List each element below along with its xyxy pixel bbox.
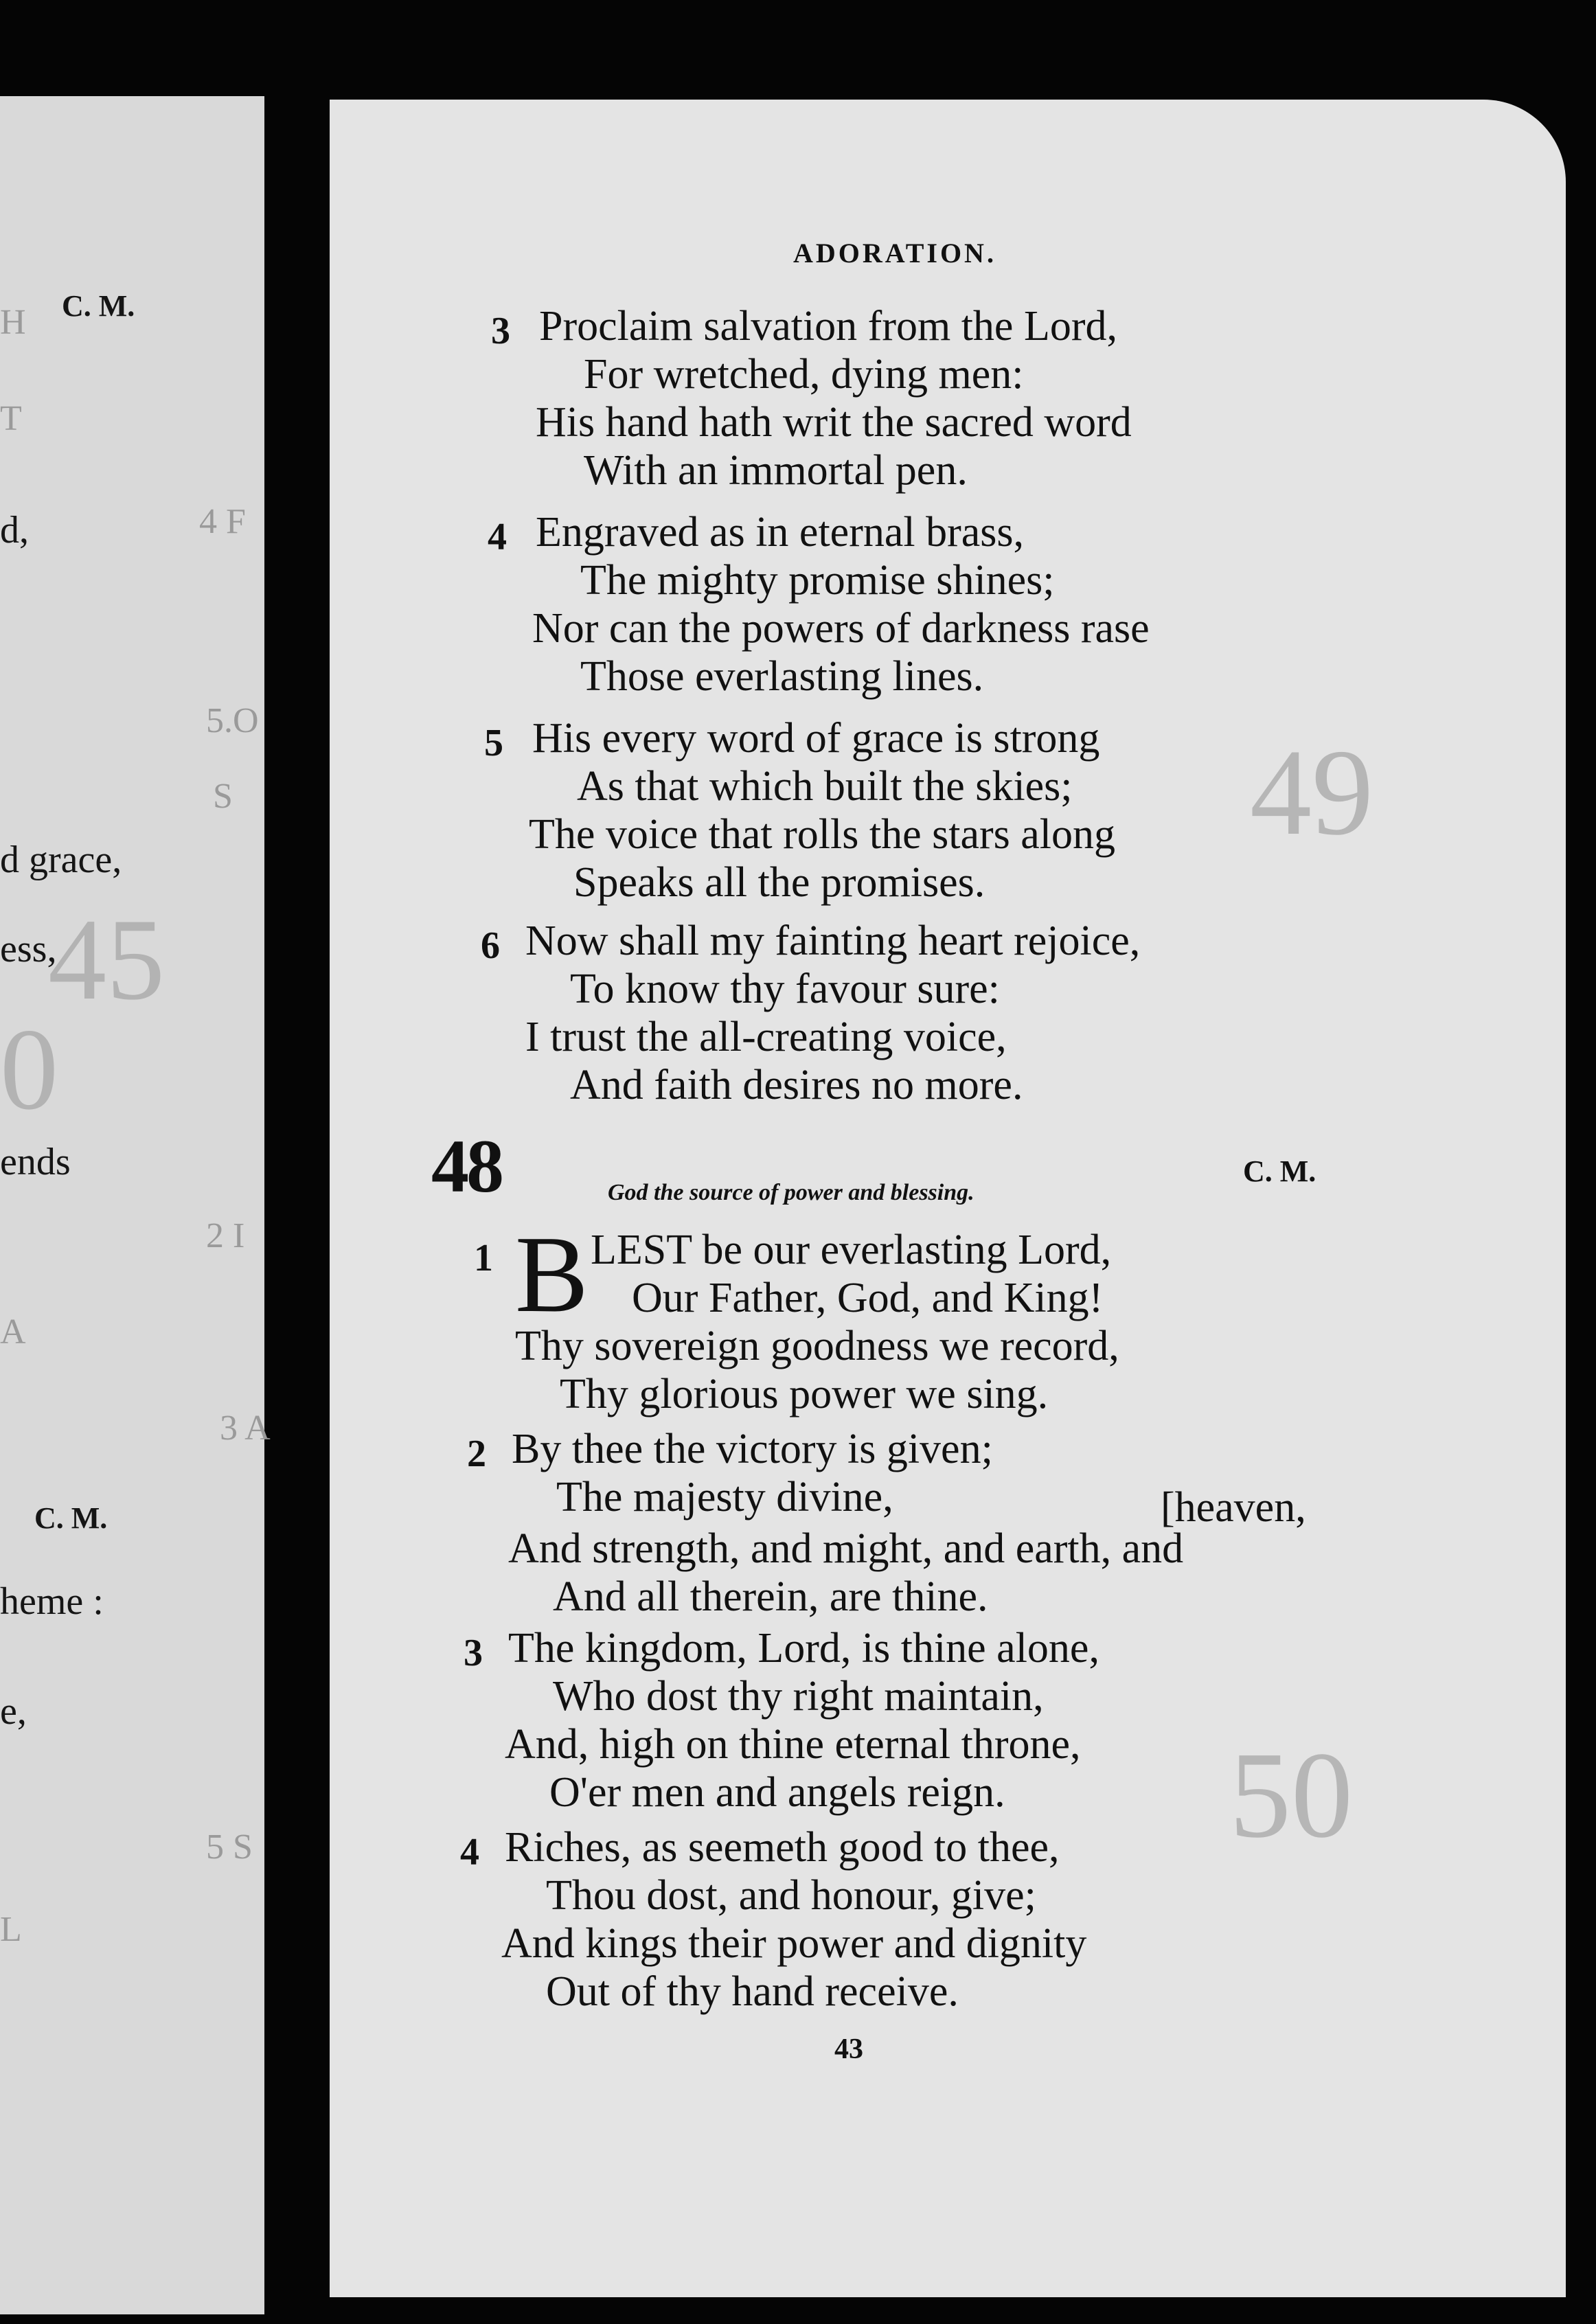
verse-line: His hand hath writ the sacred word <box>536 399 1132 446</box>
verse-number: 5 <box>484 722 503 764</box>
bleed-through-number: 50 <box>1229 1727 1353 1863</box>
left-ghost-fragment: 5 S <box>206 1827 253 1867</box>
verse-line: Thy glorious power we sing. <box>560 1371 1049 1417</box>
left-meter-top: C. M. <box>62 289 135 323</box>
verse-line: With an immortal pen. <box>584 447 968 494</box>
left-meter-bottom: C. M. <box>34 1501 108 1535</box>
left-text-fragment: d, <box>0 509 29 551</box>
verse-line: By thee the victory is given; <box>512 1426 993 1472</box>
verse-line: And kings their power and dignity <box>501 1920 1087 1967</box>
verse-line: Those everlasting lines. <box>580 653 984 700</box>
verse-line: The mighty promise shines; <box>580 557 1055 604</box>
verse-line: Our Father, God, and King! <box>632 1275 1104 1321</box>
verse-line: As that which built the skies; <box>577 763 1073 810</box>
verse-line: The majesty divine, <box>556 1474 893 1520</box>
verse-line: Out of thy hand receive. <box>546 1968 959 2015</box>
verse-number: 1 <box>474 1237 493 1279</box>
verse-number: 4 <box>460 1831 479 1873</box>
verse-number: 3 <box>491 310 510 352</box>
verse-line: Proclaim salvation from the Lord, <box>539 303 1117 350</box>
verse-number: 2 <box>467 1433 486 1475</box>
verse-line: And strength, and might, and earth, and <box>508 1525 1184 1572</box>
verse-number: 4 <box>488 516 507 558</box>
left-ghost-fragment: S <box>213 777 233 816</box>
running-head: ADORATION. <box>793 238 996 269</box>
verse-line: I trust the all-creating voice, <box>525 1014 1007 1060</box>
verse-line: To know thy favour sure: <box>570 966 1000 1012</box>
verse-line: Engraved as in eternal brass, <box>536 509 1025 556</box>
left-ghost-fragment: A <box>0 1312 26 1352</box>
left-text-fragment: heme : <box>0 1580 104 1623</box>
verse-line: His every word of grace is strong <box>532 715 1100 762</box>
left-ghost-fragment: 3 A <box>220 1409 271 1448</box>
hymn-subtitle: God the source of power and blessing. <box>608 1180 974 1205</box>
left-text-fragment: e, <box>0 1690 27 1733</box>
verse-line: Who dost thy right maintain, <box>553 1673 1044 1720</box>
verse-line: And all therein, are thine. <box>553 1573 988 1620</box>
left-ghost-fragment: 2 I <box>206 1216 245 1255</box>
left-ghost-fragment: 5.O <box>206 701 259 740</box>
left-ghost-fragment: T <box>0 399 22 438</box>
left-ghost-fragment: L <box>0 1910 22 1949</box>
verse-line: Riches, as seemeth good to thee, <box>505 1824 1060 1871</box>
verse-line: Speaks all the promises. <box>573 859 985 906</box>
bleed-through-number: 49 <box>1250 724 1373 861</box>
verse-line: LEST be our everlasting Lord, <box>591 1227 1112 1273</box>
verse-line: Thou dost, and honour, give; <box>546 1872 1036 1919</box>
verse-line: Nor can the powers of darkness rase <box>532 605 1150 652</box>
verse-line: The kingdom, Lord, is thine alone, <box>508 1625 1099 1672</box>
left-page-fragment <box>0 96 271 2314</box>
verse-number: 6 <box>481 924 500 967</box>
book-spine <box>299 96 330 2218</box>
verse-line: O'er men and angels reign. <box>549 1769 1005 1816</box>
left-text-fragment: ends <box>0 1141 71 1183</box>
left-ghost-number: 45 <box>48 895 165 1024</box>
verse-line-turnover: [heaven, <box>1161 1484 1306 1531</box>
left-text-fragment: d grace, <box>0 839 122 881</box>
left-ghost-number: 0 <box>0 1005 58 1134</box>
hymn-number: 48 <box>431 1124 501 1208</box>
verse-line: The voice that rolls the stars along <box>529 811 1115 858</box>
verse-line: Now shall my fainting heart rejoice, <box>525 918 1141 964</box>
hymn-meter: C. M. <box>1243 1154 1316 1188</box>
drop-cap: B <box>515 1213 589 1335</box>
verse-line: And faith desires no more. <box>570 1062 1023 1108</box>
left-ghost-fragment: H <box>0 303 26 342</box>
verse-line: And, high on thine eternal throne, <box>505 1721 1081 1768</box>
verse-line: For wretched, dying men: <box>584 351 1024 398</box>
left-ghost-fragment: 4 F <box>199 502 246 541</box>
left-text-fragment: ess, <box>0 928 57 970</box>
verse-line: Thy sovereign goodness we record, <box>515 1323 1119 1369</box>
page-number: 43 <box>834 2034 863 2065</box>
verse-number: 3 <box>464 1632 483 1674</box>
